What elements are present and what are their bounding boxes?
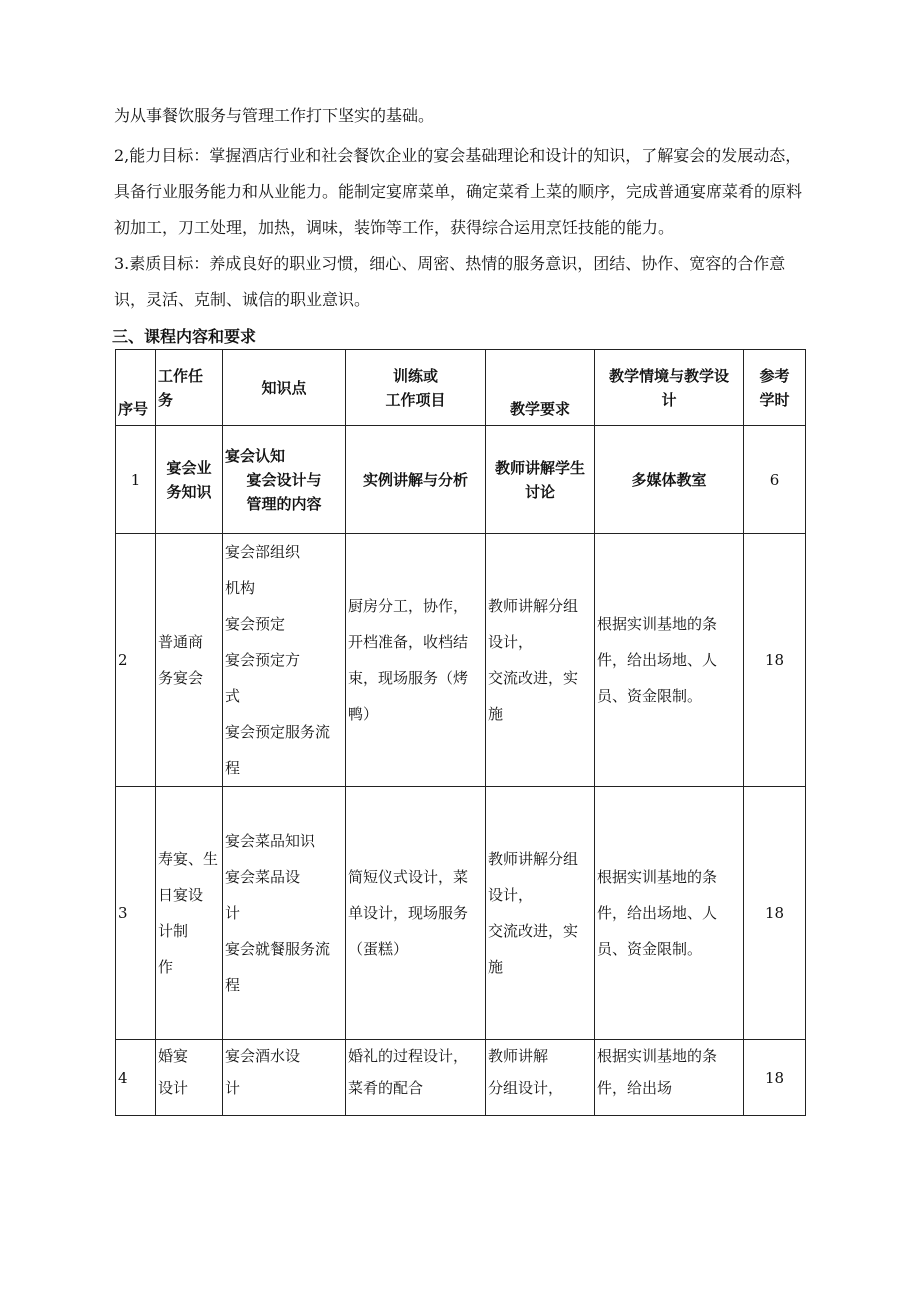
row4-training-l1: 婚礼的过程设计， [348, 1047, 469, 1065]
paragraph-quality-goal: 3.素质目标：养成良好的职业习惯，细心、周密、热情的服务意识，团结、协作、宽容的合作意识，灵活、克制、诚信的职业意识。 [114, 254, 786, 309]
row3-task [156, 787, 223, 1040]
row2-requirement-l3: 交流改进，实 [488, 669, 579, 687]
row4-knowledge-l2: 计 [225, 1079, 241, 1097]
table-row [116, 534, 806, 787]
course-content-table [115, 349, 806, 1116]
row2-requirement [486, 534, 595, 787]
row2-training-l1: 厨房分工，协作， [348, 597, 469, 615]
row2-knowledge-l3: 宴会预定 [225, 615, 286, 633]
row2-design-l2: 件，给出场地、人 [597, 651, 718, 669]
row3-requirement-l2: 设计， [488, 886, 534, 904]
row3-requirement [486, 787, 595, 1040]
row1-hours: 6 [744, 426, 806, 534]
table-row [116, 1040, 806, 1116]
paragraph-foundation: 为从事餐饮服务与管理工作打下坚实的基础。 [114, 106, 435, 125]
row1-task-l2: 务知识 [166, 482, 212, 501]
row3-task-l1: 寿宴、生 [158, 850, 219, 868]
row3-knowledge-l1: 宴会菜品知识 [225, 832, 316, 850]
row1-knowledge-l1: 宴会认知 [225, 446, 286, 465]
row4-task-l1: 婚宴 [158, 1047, 189, 1065]
row1-training: 实例讲解与分析 [346, 426, 486, 534]
row3-design-l3: 员、资金限制。 [597, 940, 703, 958]
row3-knowledge-l4: 宴会就餐服务流 [225, 940, 331, 958]
row2-task-l1: 普通商 [158, 633, 204, 651]
row2-requirement-l2: 设计， [488, 633, 534, 651]
header-task-l1: 工作任 [158, 366, 204, 385]
row3-knowledge-l3: 计 [225, 904, 241, 922]
header-design-l2: 计 [661, 390, 677, 409]
row2-training-l3: 束，现场服务（烤 [348, 669, 469, 687]
row1-knowledge [223, 426, 346, 534]
row2-training-l4: 鸭） [348, 705, 379, 723]
row1-seq: 1 [116, 426, 156, 534]
row2-requirement-l1: 教师讲解分组 [488, 597, 579, 615]
row3-requirement-l1: 教师讲解分组 [488, 850, 579, 868]
table-row [116, 426, 806, 534]
row2-design [595, 534, 744, 787]
header-seq: 序号 [116, 350, 156, 426]
row1-requirement-l2: 讨论 [524, 482, 555, 501]
row4-seq: 4 [116, 1040, 156, 1116]
row4-training-l2: 菜肴的配合 [348, 1079, 424, 1097]
row2-knowledge-l2: 机构 [225, 579, 256, 597]
row2-knowledge-l1: 宴会部组织 [225, 543, 301, 561]
paragraph-ability-goal: 2,能力目标：掌握酒店行业和社会餐饮企业的宴会基础理论和设计的知识，了解宴会的发展动态，具备行业服务能力和从业能力。能制定宴席菜单，确定菜肴上菜的顺序，完成普通宴席菜肴的原料初加工，刀工处理，加热，调味，装饰等工作，获得综合运用烹饪技能的能力。 [114, 146, 803, 237]
row4-training [346, 1040, 486, 1116]
row2-training-l2: 开档准备，收档结 [348, 633, 469, 651]
header-knowledge: 知识点 [223, 350, 346, 426]
table-header-row [116, 350, 806, 426]
row3-task-l3: 计制 [158, 922, 189, 940]
row3-hours: 18 [744, 787, 806, 1040]
row3-task-l2: 日宴设 [158, 886, 204, 904]
header-training-l1: 训练或 [392, 366, 438, 385]
row1-task-l1: 宴会业 [166, 458, 212, 477]
row3-design-l1: 根据实训基地的条 [597, 868, 718, 886]
row3-knowledge-l5: 程 [225, 976, 241, 994]
row2-seq: 2 [116, 534, 156, 787]
row4-knowledge [223, 1040, 346, 1116]
row3-task-l4: 作 [158, 958, 174, 976]
row2-knowledge-l7: 程 [225, 759, 241, 777]
row2-knowledge-l6: 宴会预定服务流 [225, 723, 331, 741]
header-training [346, 350, 486, 426]
row4-requirement [486, 1040, 595, 1116]
row3-training-l2: 单设计，现场服务 [348, 904, 469, 922]
header-hours-l2: 学时 [759, 390, 790, 409]
table-row [116, 787, 806, 1040]
row4-design-l2: 件，给出场 [597, 1079, 673, 1097]
row4-hours: 18 [744, 1040, 806, 1116]
row4-task [156, 1040, 223, 1116]
row3-design-l2: 件，给出场地、人 [597, 904, 718, 922]
row3-design [595, 787, 744, 1040]
row4-task-l2: 设计 [158, 1079, 189, 1097]
row2-task [156, 534, 223, 787]
row4-knowledge-l1: 宴会酒水设 [225, 1047, 301, 1065]
row4-design-l1: 根据实训基地的条 [597, 1047, 718, 1065]
row3-requirement-l4: 施 [488, 958, 504, 976]
row2-knowledge [223, 534, 346, 787]
row3-knowledge [223, 787, 346, 1040]
row1-knowledge-l2: 宴会设计与 [246, 470, 322, 489]
header-task-l2: 务 [158, 390, 174, 409]
row2-design-l1: 根据实训基地的条 [597, 615, 718, 633]
row1-requirement [486, 426, 595, 534]
header-design [595, 350, 744, 426]
row4-requirement-l2: 分组设计， [488, 1079, 564, 1097]
header-hours [744, 350, 806, 426]
row1-knowledge-l3: 管理的内容 [246, 494, 322, 513]
row2-task-l2: 务宴会 [158, 669, 204, 687]
row2-hours: 18 [744, 534, 806, 787]
header-task [156, 350, 223, 426]
header-requirement: 教学要求 [486, 350, 595, 426]
row3-knowledge-l2: 宴会菜品设 [225, 868, 301, 886]
header-design-l1: 教学情境与教学设 [608, 366, 729, 385]
header-hours-l1: 参考 [759, 366, 790, 385]
row1-requirement-l1: 教师讲解学生 [494, 458, 585, 477]
header-training-l2: 工作项目 [385, 390, 446, 409]
row4-design [595, 1040, 744, 1116]
row3-seq: 3 [116, 787, 156, 1040]
row2-requirement-l4: 施 [488, 705, 504, 723]
row4-requirement-l1: 教师讲解 [488, 1047, 549, 1065]
row1-task [156, 426, 223, 534]
row1-design: 多媒体教室 [595, 426, 744, 534]
row2-training [346, 534, 486, 787]
row3-training-l3: （蛋糕） [348, 940, 409, 958]
row2-design-l3: 员、资金限制。 [597, 687, 703, 705]
row2-knowledge-l4: 宴会预定方 [225, 651, 301, 669]
section-title: 三、课程内容和要求 [112, 327, 257, 346]
row2-knowledge-l5: 式 [225, 687, 241, 705]
row3-training [346, 787, 486, 1040]
row3-training-l1: 简短仪式设计，菜 [348, 868, 469, 886]
row3-requirement-l3: 交流改进，实 [488, 922, 579, 940]
